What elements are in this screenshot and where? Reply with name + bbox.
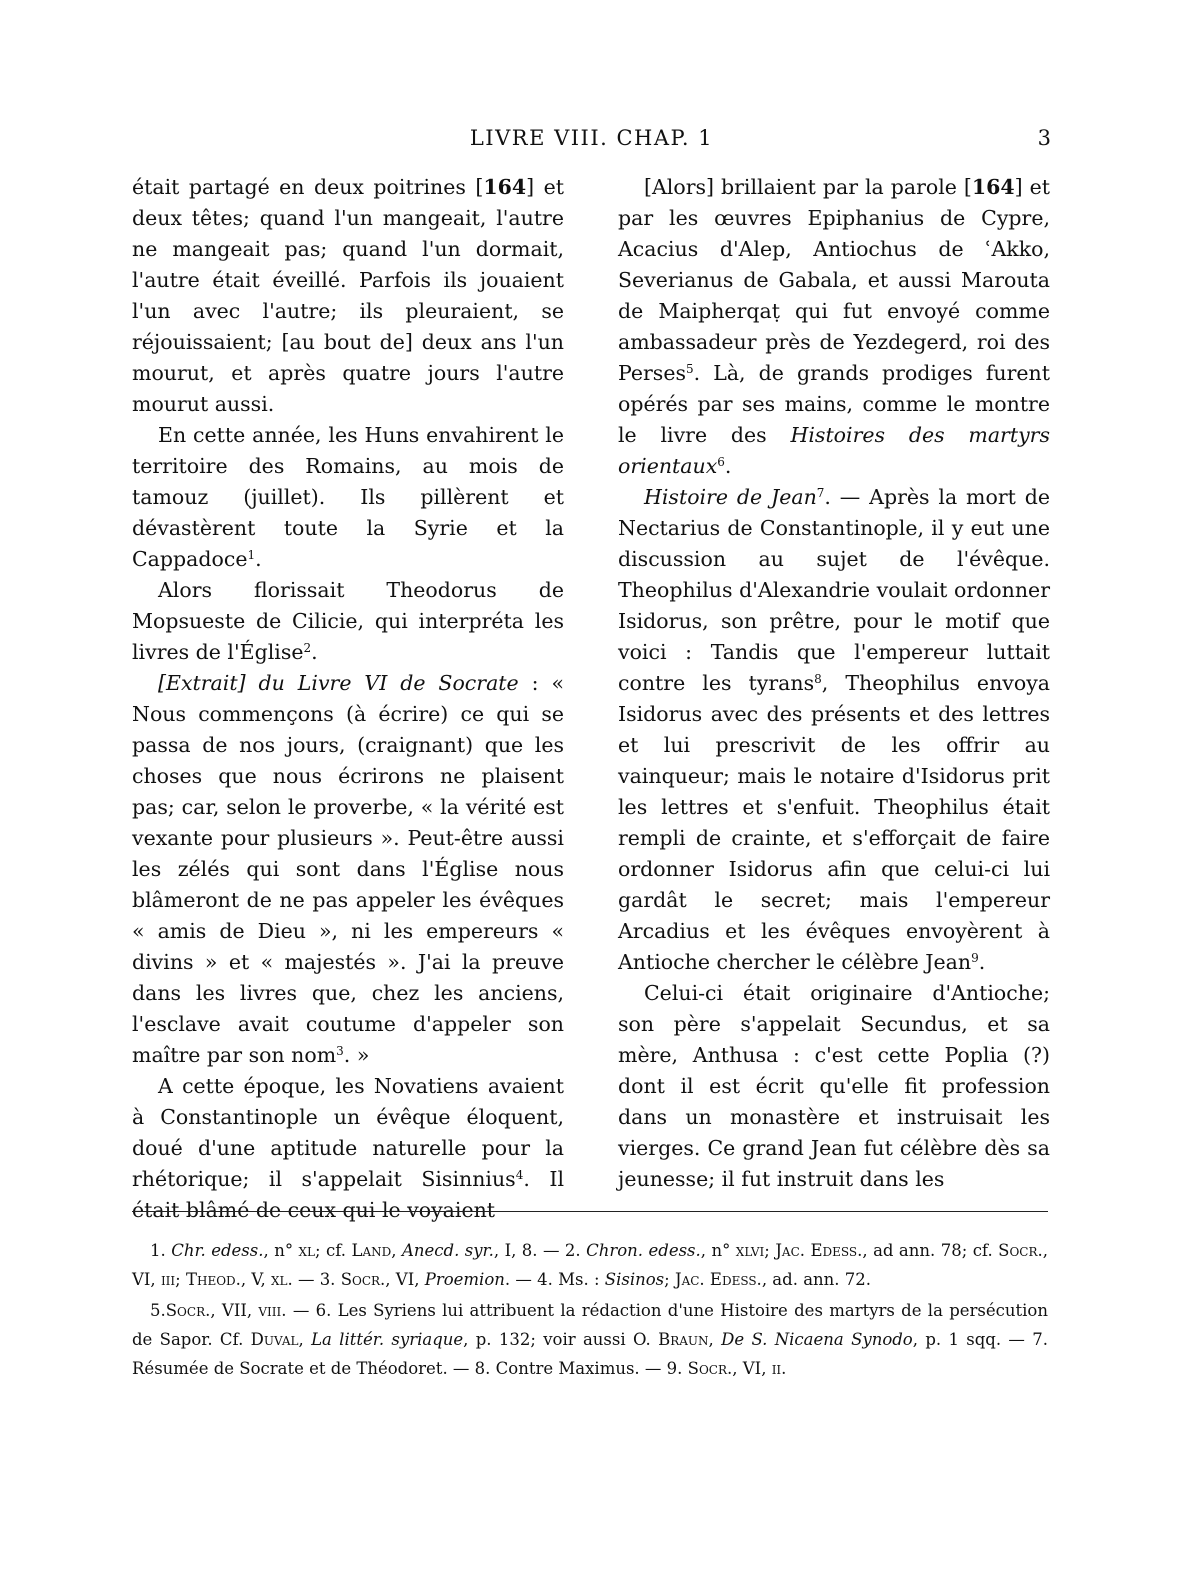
note-text: , <box>391 1241 402 1260</box>
note-italic: De S. Nicaena Synodo <box>721 1330 913 1349</box>
note-text: ; cf. <box>315 1241 352 1260</box>
note-text: ; <box>764 1241 776 1260</box>
running-title: LIVRE VIII. CHAP. 1 <box>469 126 714 150</box>
note-italic: Chr. edess. <box>171 1241 264 1260</box>
text-run: . Là, de grands prodiges furent opérés par ses mains, comme le montre le livre des <box>618 361 1050 447</box>
footnote-ref: 9 <box>971 951 979 965</box>
footnote-ref: 4 <box>515 1168 524 1182</box>
note-text: 1. <box>150 1241 172 1260</box>
note-smallcaps: Braun <box>658 1330 709 1349</box>
text-run: . <box>255 547 262 571</box>
note-text: , n° <box>263 1241 299 1260</box>
note-text: , VI, <box>385 1270 425 1289</box>
text-run: , Theophilus envoya Isidorus avec des présents et des lettres et lui prescrivit de les offrir au vainqueur; mais le notaire d'Isidorus prit les lettres et s'enfuit. Theophilus était rempli de crainte, et s'efforçait de faire ordonner Isidorus afin que celui-ci lui gardât le secret; mais l'empereur Arcadius et les évêques envoyèrent à Antioche chercher le célèbre Jean <box>618 671 1050 974</box>
paragraph <box>132 1071 564 1226</box>
footnote-block <box>132 1236 1048 1294</box>
folio-marker: 164 <box>483 175 527 199</box>
note-smallcaps: xlvi <box>735 1241 765 1260</box>
text-run: : « Nous commençons (à écrire) ce qui se passa de nos jours, (craignant) que les choses que nous écrirons ne plaisent pas; car, selon le proverbe, « la vérité est vexante pour plusieurs ». Peut-être aussi les zélés qui sont dans l'Église nous blâmeront de ne pas appeler les évêques « amis de Dieu », ni les empereurs « divins » et « majestés ». J'ai la preuve dans les livres que, chez les anciens, l'esclave avait coutume d'appeler son maître par son nom <box>132 671 564 1067</box>
note-text: , VI, <box>132 1241 1049 1289</box>
note-smallcaps: iii <box>160 1270 176 1289</box>
text-run: . <box>311 640 318 664</box>
note-smallcaps: Theod. <box>185 1270 241 1289</box>
note-smallcaps: Socr. <box>165 1301 211 1320</box>
note-text: , V, <box>240 1270 271 1289</box>
note-text: 5. <box>150 1301 166 1320</box>
paragraph: Celui-ci était originaire d'Antioche; son père s'appelait Secundus, et sa mère, Anthusa : c'est cette Poplia (?) dont il est écrit qu'elle fit profession dans un monastère et instruisait les vierges. Ce grand Jean fut célèbre dès sa jeunesse; il fut instruit dans les <box>618 981 1050 1191</box>
text-run: A cette époque, les Novatiens avaient à Constantinople un évêque éloquent, doué d'une aptitude naturelle pour la rhétorique; il s'appelait Sisinnius <box>132 1074 564 1191</box>
note-text: . <box>781 1359 787 1378</box>
note-smallcaps: xl <box>298 1241 316 1260</box>
note-text: . — 6. Les Syriens lui attribuent la rédaction d'une Histoire des martyrs de la persécution de Sapor. Cf. <box>132 1301 1048 1349</box>
note-text: , VI, <box>732 1359 772 1378</box>
text-run: . Il était blâmé de ceux qui le voyaient <box>132 1167 564 1222</box>
note-text: , I, 8. — 2. <box>493 1241 587 1260</box>
note-smallcaps: Socr. <box>998 1241 1043 1260</box>
note-smallcaps: Jac. Edess. <box>775 1241 863 1260</box>
text-run: [Alors] brillaient par la parole [ <box>644 175 972 199</box>
note-smallcaps: viii <box>258 1301 282 1320</box>
italic-heading: [Extrait] du Livre VI de Socrate <box>158 671 519 695</box>
footnote-ref: 8 <box>814 672 822 686</box>
paragraph <box>618 482 1050 978</box>
note-text: , p. 132; voir aussi O. <box>463 1330 659 1349</box>
paragraph <box>132 668 564 1071</box>
note-text: , p. 1 sqq. — 7. Résumée de Socrate et de Théodoret. — 8. Contre Maximus. — 9. <box>132 1330 1048 1378</box>
footnote-ref: 7 <box>816 486 825 500</box>
note-smallcaps: Duval <box>250 1330 299 1349</box>
note-italic: Sisinos <box>604 1270 665 1289</box>
note-text: , <box>708 1330 722 1349</box>
footnote-ref: 2 <box>303 641 312 655</box>
text-run: ] et par les œuvres Epiphanius de Cypre, Acacius d'Alep, Antiochus de ʿAkko, Severianus de Gabala, et aussi Marouta de Maipherqaṭ qui fut envoyé comme ambassadeur près de Yezdegerd, roi des Perses <box>618 175 1051 385</box>
note-text: , ad. ann. 72. <box>761 1270 872 1289</box>
paragraph <box>618 172 1050 482</box>
paragraph <box>132 172 564 420</box>
note-text: , VII, <box>210 1301 259 1320</box>
page-number: 3 <box>1037 126 1051 150</box>
note-smallcaps: xl <box>270 1270 288 1289</box>
note-text: ; <box>175 1270 186 1289</box>
note-italic: Proemion <box>424 1270 505 1289</box>
note-italic: Anecd. syr. <box>401 1241 494 1260</box>
text-run: . <box>978 950 986 974</box>
note-text: , ad ann. 78; cf. <box>862 1241 999 1260</box>
note-smallcaps: Jac. Edess. <box>674 1270 762 1289</box>
paragraph <box>132 575 564 668</box>
footnote-block <box>132 1296 1048 1383</box>
note-text: , n° <box>700 1241 736 1260</box>
text-run: était partagé en deux poitrines [ <box>132 175 484 199</box>
note-smallcaps: ii <box>771 1359 782 1378</box>
text-run: . » <box>343 1043 370 1067</box>
right-column <box>618 172 1050 1195</box>
italic-title: Histoires des martyrs orientaux <box>618 423 1050 478</box>
folio-marker: 164 <box>971 175 1015 199</box>
running-header <box>132 122 1051 156</box>
note-text: , <box>298 1330 312 1349</box>
footnote-ref: 1 <box>247 548 256 562</box>
note-smallcaps: Socr. <box>687 1359 733 1378</box>
text-run: Alors florissait Theodorus de Mopsueste de Cilicie, qui interpréta les livres de l'Église <box>132 578 564 664</box>
text-run: En cette année, les Huns envahirent le territoire des Romains, au mois de tamouz (juillet). Ils pillèrent et dévastèrent toute la Syrie et la Cappadoce <box>132 423 564 571</box>
note-smallcaps: Land <box>351 1241 392 1260</box>
footnote-ref: 5 <box>685 362 694 376</box>
footnote-divider <box>132 1211 1048 1212</box>
footnote-ref: 6 <box>717 455 725 469</box>
note-text: . — 4. Ms. : <box>504 1270 605 1289</box>
paragraph <box>132 420 564 575</box>
note-smallcaps: Socr. <box>340 1270 386 1289</box>
footnotes <box>132 1236 1048 1385</box>
text-run: . <box>724 454 732 478</box>
note-italic: La littér. syriaque <box>311 1330 464 1349</box>
italic-heading: Histoire de Jean <box>644 485 817 509</box>
note-text: . — 3. <box>287 1270 341 1289</box>
left-column <box>132 172 564 1226</box>
footnote-ref: 3 <box>336 1044 344 1058</box>
text-run: . — Après la mort de Nectarius de Constantinople, il y eut une discussion au sujet de l'évêque. Theophilus d'Alexandrie voulait ordonner Isidorus, son prêtre, pour le motif que voici : Tandis que l'empereur luttait contre les tyrans <box>618 485 1050 695</box>
note-text: ; <box>664 1270 675 1289</box>
note-italic: Chron. edess. <box>586 1241 701 1260</box>
text-run: ] et deux têtes; quand l'un mangeait, l'autre ne mangeait pas; quand l'un dormait, l'autre était éveillé. Parfois ils jouaient l'un avec l'autre; ils pleuraient, se réjouissaient; [au bout de] deux ans l'un mourut, et après quatre jours l'autre mourut aussi. <box>132 175 564 416</box>
